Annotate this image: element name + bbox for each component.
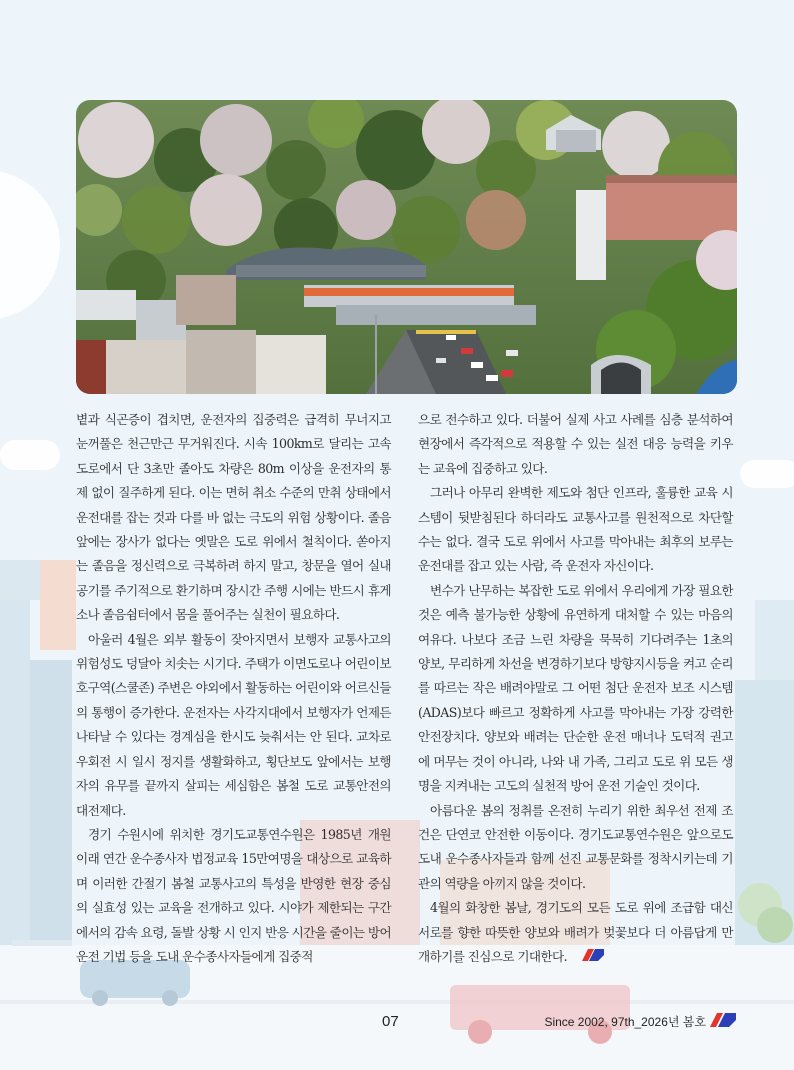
article-paragraph: 아름다운 봄의 정취를 온전히 누리기 위한 최우선 전제 조건은 단연코 안전한 이동이다. 경기도교통연수원은 앞으로도 도내 운수종사자들과 함께 선진 교통문화를 정착시키는데 기관의 역량을 아끼지 않을 것이다. [418,802,733,891]
end-mark-logo-icon [570,945,604,969]
article-final-text: 4월의 화창한 봄날, 경기도의 모든 도로 위에 조급함 대신 서로를 향한 따뜻한 양보와 배려가 벚꽃보다 더 아름답게 만개하기를 진심으로 기대한다. [418,900,733,964]
article-column-left [76,408,391,969]
footer-issue-info [544,1013,736,1030]
issue-label: Since 2002, 97th_2026년 봄호 [544,1015,706,1029]
article-paragraph-final [418,896,733,970]
article-paragraph: 볕과 식곤증이 겹치면, 운전자의 집중력은 급격히 무너지고 눈꺼풀은 천근만근 무거워진다. 시속 100km로 달리는 고속도로에서 단 3초만 졸아도 차량은 80m 이상을 운전자의 통제 없이 질주하게 된다. 이는 면허 취소 수준의 만취 상태에서 운전대를 잡는 것과 다를 바 없는 극도의 위험 상황이다. 졸음 앞에는 장사가 없다는 옛말은 도로 위에서 철칙이다. 쏟아지는 졸음을 정신력으로 극복하려 하지 말고, 창문을 열어 실내 공기를 주기적으로 환기하며 장시간 주행 시에는 반드시 휴게소나 졸음쉼터에서 몸을 풀어주는 실천이 필요하다. [76,412,391,623]
footer-logo-icon [710,1013,736,1030]
article-paragraph: 경기 수원시에 위치한 경기도교통연수원은 1985년 개원 이래 연간 운수종사자 법정교육 15만여명을 대상으로 교육하며 이러한 간절기 봄철 교통사고의 특성을 반영한 현장 중심의 실효성 있는 교육을 전개하고 있다. 시야가 제한되는 구간에서의 감속 요령, 돌발 상황 시 인지 반응 시간을 줄이는 방어 운전 기법 등을 도내 운수종사자들에게 집중적 [76,826,392,964]
article-paragraph: 으로 전수하고 있다. 더불어 실제 사고 사례를 심층 분석하여 현장에서 즉각적으로 적용할 수 있는 실전 대응 능력을 키우는 교육에 집중하고 있다. [418,412,733,476]
page-number: 07 [382,1013,399,1030]
article-column-right [418,408,733,970]
article-paragraph: 그러나 아무리 완벽한 제도와 첨단 인프라, 훌륭한 교육 시스템이 뒷받침된다 하더라도 교통사고를 원천적으로 차단할 수는 없다. 결국 도로 위에서 사고를 막아내는 최후의 보루는 운전대를 잡고 있는 사람, 즉 운전자 자신이다. [418,485,733,574]
article-paragraph: 변수가 난무하는 복잡한 도로 위에서 우리에게 가장 필요한 것은 예측 불가능한 상황에 유연하게 대처할 수 있는 마음의 여유다. 나보다 조금 느린 차량을 묵묵히 기다려주는 1초의 양보, 무리하게 차선을 변경하기보다 방향지시등을 켜고 순리를 따르는 작은 배려야말로 그 어떤 첨단 운전자 보조 시스템(ADAS)보다 빠르고 정확하게 사고를 막아내는 가장 강력한 안전장치다. 양보와 배려는 단순한 운전 매너나 도덕적 권고에 머무는 것이 아니라, 나와 내 가족, 그리고 도로 위 모든 생명을 지켜내는 고도의 실천적 방어 운전 기술인 것이다. [418,582,733,794]
hero-photo-spring-hillside-tollgate [76,100,737,394]
article-paragraph: 아울러 4월은 외부 활동이 잦아지면서 보행자 교통사고의 위험성도 덩달아 치솟는 시기다. 주택가 이면도로나 어린이보호구역(스쿨존) 주변은 야외에서 활동하는 어린이와 어르신들의 통행이 증가한다. 운전자는 사각지대에서 보행자가 언제든 나타날 수 있다는 경계심을 한시도 늦춰서는 안 된다. 교차로 우회전 시 일시 정지를 생활화하고, 횡단보도 앞에서는 보행자의 유무를 끝까지 살피는 세심함은 봄철 도로 교통안전의 대전제다. [76,631,391,818]
